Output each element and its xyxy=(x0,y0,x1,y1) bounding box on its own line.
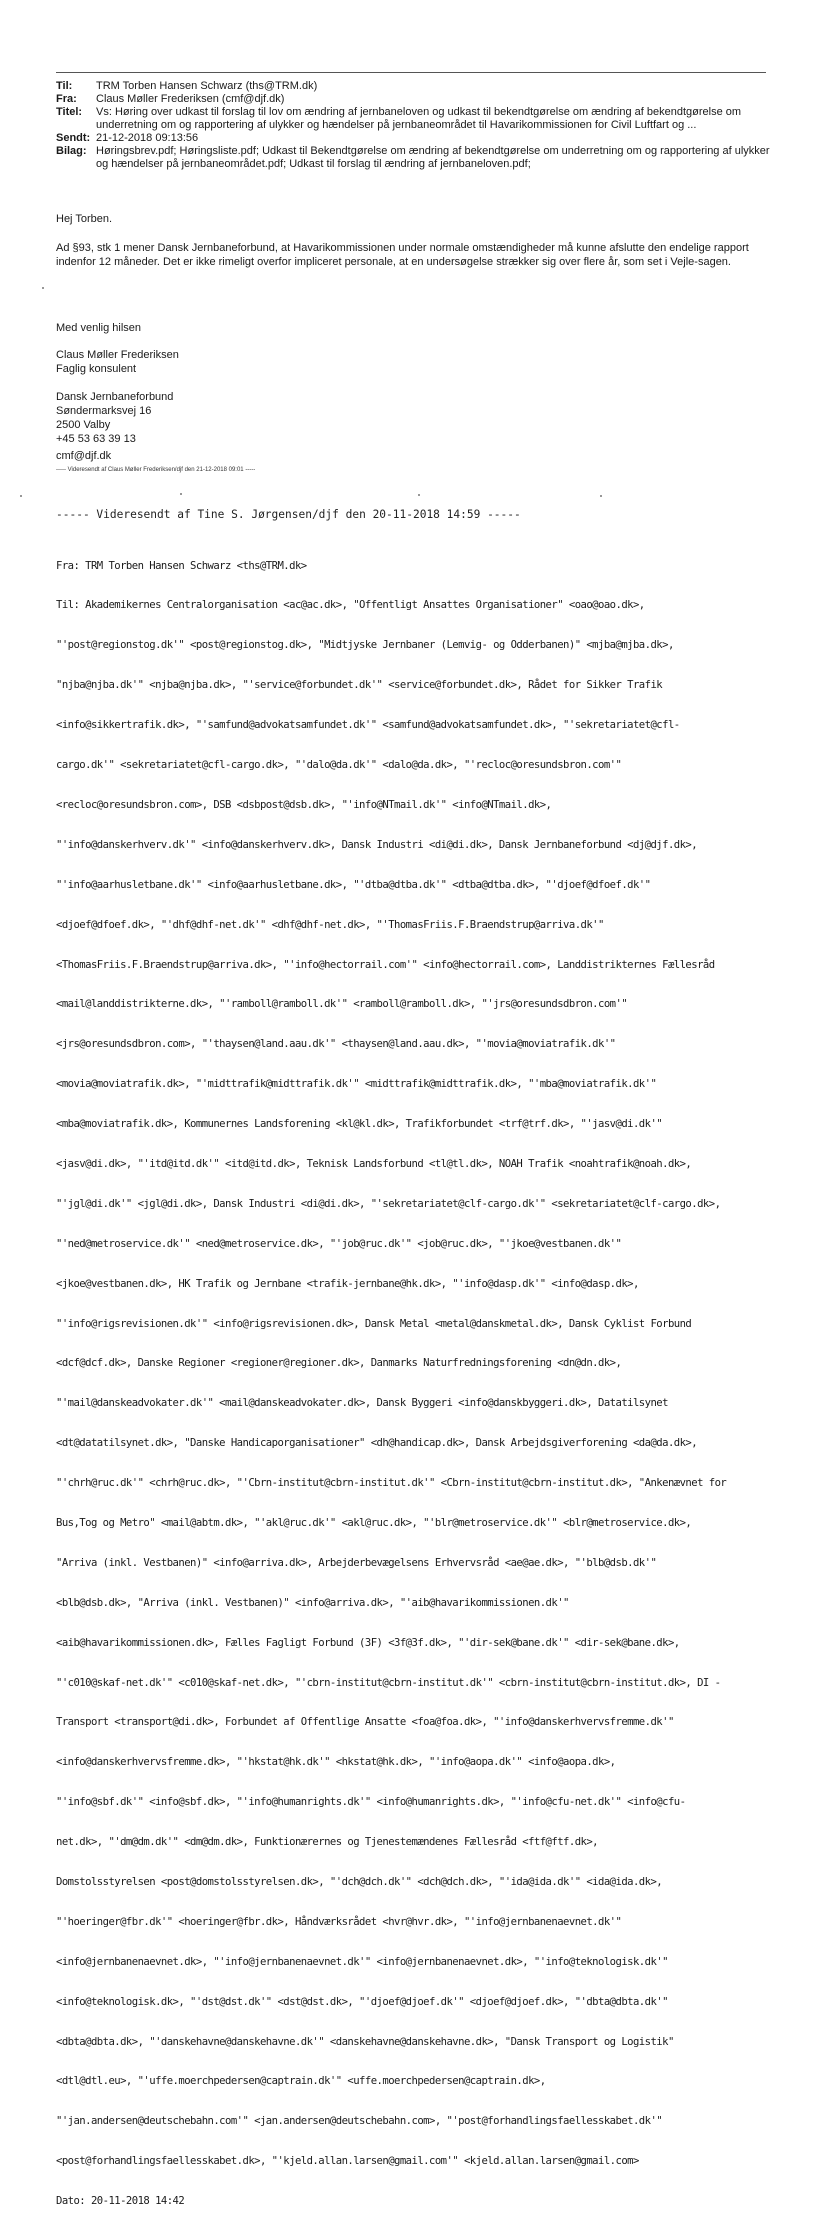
forwarded-line: Bus,Tog og Metro" <mail@abtm.dk>, "'akl@ruc.dk'" <akl@ruc.dk>, "'blr@metroservice.dk'" <blr@metroservice.dk>, xyxy=(56,1516,692,1529)
forwarded-line: "'info@sbf.dk'" <info@sbf.dk>, "'info@humanrights.dk'" <info@humanrights.dk>, "'info@cfu-net.dk'" <info@cfu- xyxy=(56,1796,686,1809)
signature-city: 2500 Valby xyxy=(56,419,111,431)
forwarded-line: cargo.dk'" <sekretariatet@cfl-cargo.dk>, "'dalo@da.dk'" <dalo@da.dk>, "'recloc@oresundsbron.com'" xyxy=(56,759,622,772)
sent-row xyxy=(56,132,771,145)
scan-speck xyxy=(42,287,44,289)
to-row xyxy=(56,80,771,93)
forwarded-line: "'mail@danskeadvokater.dk'" <mail@danskeadvokater.dk>, Dansk Byggeri <info@danskbyggeri.dk>, Datatilsynet xyxy=(56,1397,668,1410)
from-value: Claus Møller Frederiksen (cmf@djf.dk) xyxy=(96,93,285,105)
from-row xyxy=(56,93,771,106)
attachments-row xyxy=(56,145,771,171)
scan-speck xyxy=(180,493,182,495)
forwarded-body xyxy=(56,533,771,2235)
body-paragraph: Ad §93, stk 1 mener Dansk Jernbaneforbund, at Havarikommissionen under normale omstændigheder må kunne afslutte den endelige rapport indenfor 12 måneder. Det er ikke rimeligt overfor impliceret personale, at en undersøgelse strækker sig over flere år, som set i Vejle-sagen. xyxy=(56,242,749,268)
sent-value: 21-12-2018 09:13:56 xyxy=(96,132,199,144)
forwarded-line: Dato: 20-11-2018 14:42 xyxy=(56,2195,185,2208)
forwarded-line: <info@danskerhvervsfremme.dk>, "'hkstat@hk.dk'" <hkstat@hk.dk>, "'info@aopa.dk'" <info@aopa.dk>, xyxy=(56,1756,616,1769)
forwarded-line: <mail@landdistrikterne.dk>, "'ramboll@ramboll.dk'" <ramboll@ramboll.dk>, "'jrs@oresundsdbron.com'" xyxy=(56,998,628,1011)
forwarded-header: ----- Videresendt af Tine S. Jørgensen/djf den 20-11-2018 14:59 ----- xyxy=(56,508,521,521)
signature-org: Dansk Jernbaneforbund xyxy=(56,391,174,403)
forwarded-line: "'ned@metroservice.dk'" <ned@metroservice.dk>, "'job@ruc.dk'" <job@ruc.dk>, "'jkoe@vestbanen.dk'" xyxy=(56,1237,622,1250)
forwarded-line: <jrs@oresundsdbron.com>, "'thaysen@land.aau.dk'" <thaysen@land.aau.dk>, "'movia@moviatrafik.dk'" xyxy=(56,1038,616,1051)
forwarded-line: "'chrh@ruc.dk'" <chrh@ruc.dk>, "'Cbrn-institut@cbrn-institut.dk'" <Cbrn-institut@cbrn-institut.dk>, "Ankenævnet for xyxy=(56,1477,727,1490)
signature-spacer xyxy=(56,376,771,390)
forwarded-line: Transport <transport@di.dk>, Forbundet af Offentlige Ansatte <foa@foa.dk>, "'info@danskerhvervsfremme.dk'" xyxy=(56,1716,674,1729)
forwarded-line: <aib@havarikommissionen.dk>, Fælles Fagligt Forbund (3F) <3f@3f.dk>, "'dir-sek@bane.dk'" <dir-sek@bane.dk>, xyxy=(56,1636,680,1649)
forwarded-line: "'info@rigsrevisionen.dk'" <info@rigsrevisionen.dk>, Dansk Metal <metal@danskmetal.dk>, Dansk Cyklist Forbund xyxy=(56,1317,692,1330)
forwarded-line: Fra: TRM Torben Hansen Schwarz <ths@TRM.dk> xyxy=(56,559,307,572)
forwarded-line: "njba@njba.dk'" <njba@njba.dk>, "'service@forbundet.dk'" <service@forbundet.dk>, Rådet for Sikker Trafik xyxy=(56,679,663,692)
forwarded-line: <info@sikkertrafik.dk>, "'samfund@advokatsamfundet.dk'" <samfund@advokatsamfundet.dk>, "'sekretariatet@cfl- xyxy=(56,719,680,732)
forwarded-line: <blb@dsb.dk>, "Arriva (inkl. Vestbanen)" <info@arriva.dk>, "'aib@havarikommissionen.dk'" xyxy=(56,1596,569,1609)
forwarded-line: "'info@danskerhverv.dk'" <info@danskerhverv.dk>, Dansk Industri <di@di.dk>, Dansk Jernbaneforbund <dj@djf.dk>, xyxy=(56,838,698,851)
to-label: Til: xyxy=(56,80,73,92)
forwarded-line: <dt@datatilsynet.dk>, "Danske Handicaporganisationer" <dh@handicap.dk>, Dansk Arbejdsgiverforening <da@da.dk>, xyxy=(56,1437,698,1450)
forwarded-line: <info@jernbanenaevnet.dk>, "'info@jernbanenaevnet.dk'" <info@jernbanenaevnet.dk>, "'info@teknologisk.dk'" xyxy=(56,1955,668,1968)
forwarded-line: <post@forhandlingsfaellesskabet.dk>, "'kjeld.allan.larsen@gmail.com'" <kjeld.allan.larsen@gmail.com> xyxy=(56,2155,639,2168)
closing: Med venlig hilsen xyxy=(56,322,141,334)
forwarded-line: "'jgl@di.dk'" <jgl@di.dk>, Dansk Industri <di@di.dk>, "'sekretariatet@clf-cargo.dk'" <sekretariatet@clf-cargo.dk>, xyxy=(56,1197,721,1210)
forwarded-line: <dcf@dcf.dk>, Danske Regioner <regioner@regioner.dk>, Danmarks Naturfredningsforening <dn@dn.dk>, xyxy=(56,1357,622,1370)
forwarded-line: <jasv@di.dk>, "'itd@itd.dk'" <itd@itd.dk>, Teknisk Landsforbund <tl@tl.dk>, NOAH Trafik <noahtrafik@noah.dk>, xyxy=(56,1157,692,1170)
signature-name: Claus Møller Frederiksen xyxy=(56,349,179,361)
forwarded-line: <movia@moviatrafik.dk>, "'midttrafik@midttrafik.dk'" <midttrafik@midttrafik.dk>, "'mba@moviatrafik.dk'" xyxy=(56,1078,657,1091)
attachments-value: Høringsbrev.pdf; Høringsliste.pdf; Udkast til Bekendtgørelse om ændring af bekendtgørelse om underretning om og rapportering af ulykker og hændelser på jernbaneområdet.pdf; Udkast til forslag til ændring af jernbaneloven.pdf; xyxy=(96,145,770,170)
forwarded-line: "Arriva (inkl. Vestbanen)" <info@arriva.dk>, Arbejderbevægelsens Erhvervsråd <ae@ae.dk>, "'blb@dsb.dk'" xyxy=(56,1556,657,1569)
forwarded-line: "'jan.andersen@deutschebahn.com'" <jan.andersen@deutschebahn.com>, "'post@forhandlingsfaellesskabet.dk'" xyxy=(56,2115,663,2128)
subject-row xyxy=(56,106,771,132)
forwarded-line: <djoef@dfoef.dk>, "'dhf@dhf-net.dk'" <dhf@dhf-net.dk>, "'ThomasFriis.F.Braendstrup@arriva.dk'" xyxy=(56,918,604,931)
subject-value: Vs: Høring over udkast til forslag til lov om ændring af jernbaneloven og udkast til bekendtgørelse om ændring af bekendtgørelse om underretning om og rapportering af ulykker og hændelser på jernbaneområdet til Havarikommissionen for Civil Luftfart og ... xyxy=(96,106,742,131)
forwarded-line: <dbta@dbta.dk>, "'danskehavne@danskehavne.dk'" <danskehavne@danskehavne.dk>, "Dansk Transport og Logistik" xyxy=(56,2035,674,2048)
from-label: Fra: xyxy=(56,93,77,105)
forwarded-line: "'post@regionstog.dk'" <post@regionstog.dk>, "Midtjyske Jernbaner (Lemvig- og Odderbanen)" <mjba@mjba.dk>, xyxy=(56,639,674,652)
scan-speck xyxy=(600,495,602,497)
signature-phone: +45 53 63 39 13 xyxy=(56,433,136,445)
signature-street: Søndermarksvej 16 xyxy=(56,405,152,417)
subject-label: Titel: xyxy=(56,106,83,118)
forwarded-line: net.dk>, "'dm@dm.dk'" <dm@dm.dk>, Funktionærernes og Tjenestemændenes Fællesråd <ftf@ftf.dk>, xyxy=(56,1836,599,1849)
signature-title: Faglig konsulent xyxy=(56,363,137,375)
scan-speck xyxy=(20,495,22,497)
email-header xyxy=(56,80,771,171)
forwarded-line: <ThomasFriis.F.Braendstrup@arriva.dk>, "'info@hectorrail.com'" <info@hectorrail.com>, Landdistrikternes Fællesråd xyxy=(56,958,715,971)
forwarded-line: Til: Akademikernes Centralorganisation <ac@ac.dk>, "Offentligt Ansattes Organisationer" <oao@oao.dk>, xyxy=(56,599,645,612)
forwarded-line: Domstolsstyrelsen <post@domstolsstyrelsen.dk>, "'dch@dch.dk'" <dch@dch.dk>, "'ida@ida.dk'" <ida@ida.dk>, xyxy=(56,1875,663,1888)
signature-block xyxy=(56,348,771,463)
forwarded-line: "'hoeringer@fbr.dk'" <hoeringer@fbr.dk>, Håndværksrådet <hvr@hvr.dk>, "'info@jernbanenaevnet.dk'" xyxy=(56,1915,622,1928)
forward-note: ----- Videresendt af Claus Møller Frederiksen/djf den 21-12-2018 09:01 ----- xyxy=(56,467,256,473)
forwarded-line: <info@teknologisk.dk>, "'dst@dst.dk'" <dst@dst.dk>, "'djoef@djoef.dk'" <djoef@djoef.dk>, "'dbta@dbta.dk'" xyxy=(56,1995,668,2008)
header-divider xyxy=(56,72,766,73)
forwarded-line: <jkoe@vestbanen.dk>, HK Trafik og Jernbane <trafik-jernbane@hk.dk>, "'info@dasp.dk'" <info@dasp.dk>, xyxy=(56,1277,639,1290)
scan-speck xyxy=(418,494,420,496)
signature-email: cmf@djf.dk xyxy=(56,450,112,462)
forwarded-line: "'info@aarhusletbane.dk'" <info@aarhusletbane.dk>, "'dtba@dtba.dk'" <dtba@dtba.dk>, "'djoef@dfoef.dk'" xyxy=(56,878,651,891)
forwarded-line: <dtl@dtl.eu>, "'uffe.moerchpedersen@captrain.dk'" <uffe.moerchpedersen@captrain.dk>, xyxy=(56,2075,546,2088)
forwarded-line: "'c010@skaf-net.dk'" <c010@skaf-net.dk>, "'cbrn-institut@cbrn-institut.dk'" <cbrn-institut@cbrn-institut.dk>, DI - xyxy=(56,1676,721,1689)
to-value: TRM Torben Hansen Schwarz (ths@TRM.dk) xyxy=(96,80,318,92)
sent-label: Sendt: xyxy=(56,132,91,144)
greeting: Hej Torben. xyxy=(56,213,113,225)
forwarded-line: <mba@moviatrafik.dk>, Kommunernes Landsforening <kl@kl.dk>, Trafikforbundet <trf@trf.dk>, "'jasv@di.dk'" xyxy=(56,1118,663,1131)
forwarded-line: <recloc@oresundsbron.com>, DSB <dsbpost@dsb.dk>, "'info@NTmail.dk'" <info@NTmail.dk>, xyxy=(56,798,552,811)
attachments-label: Bilag: xyxy=(56,145,87,157)
